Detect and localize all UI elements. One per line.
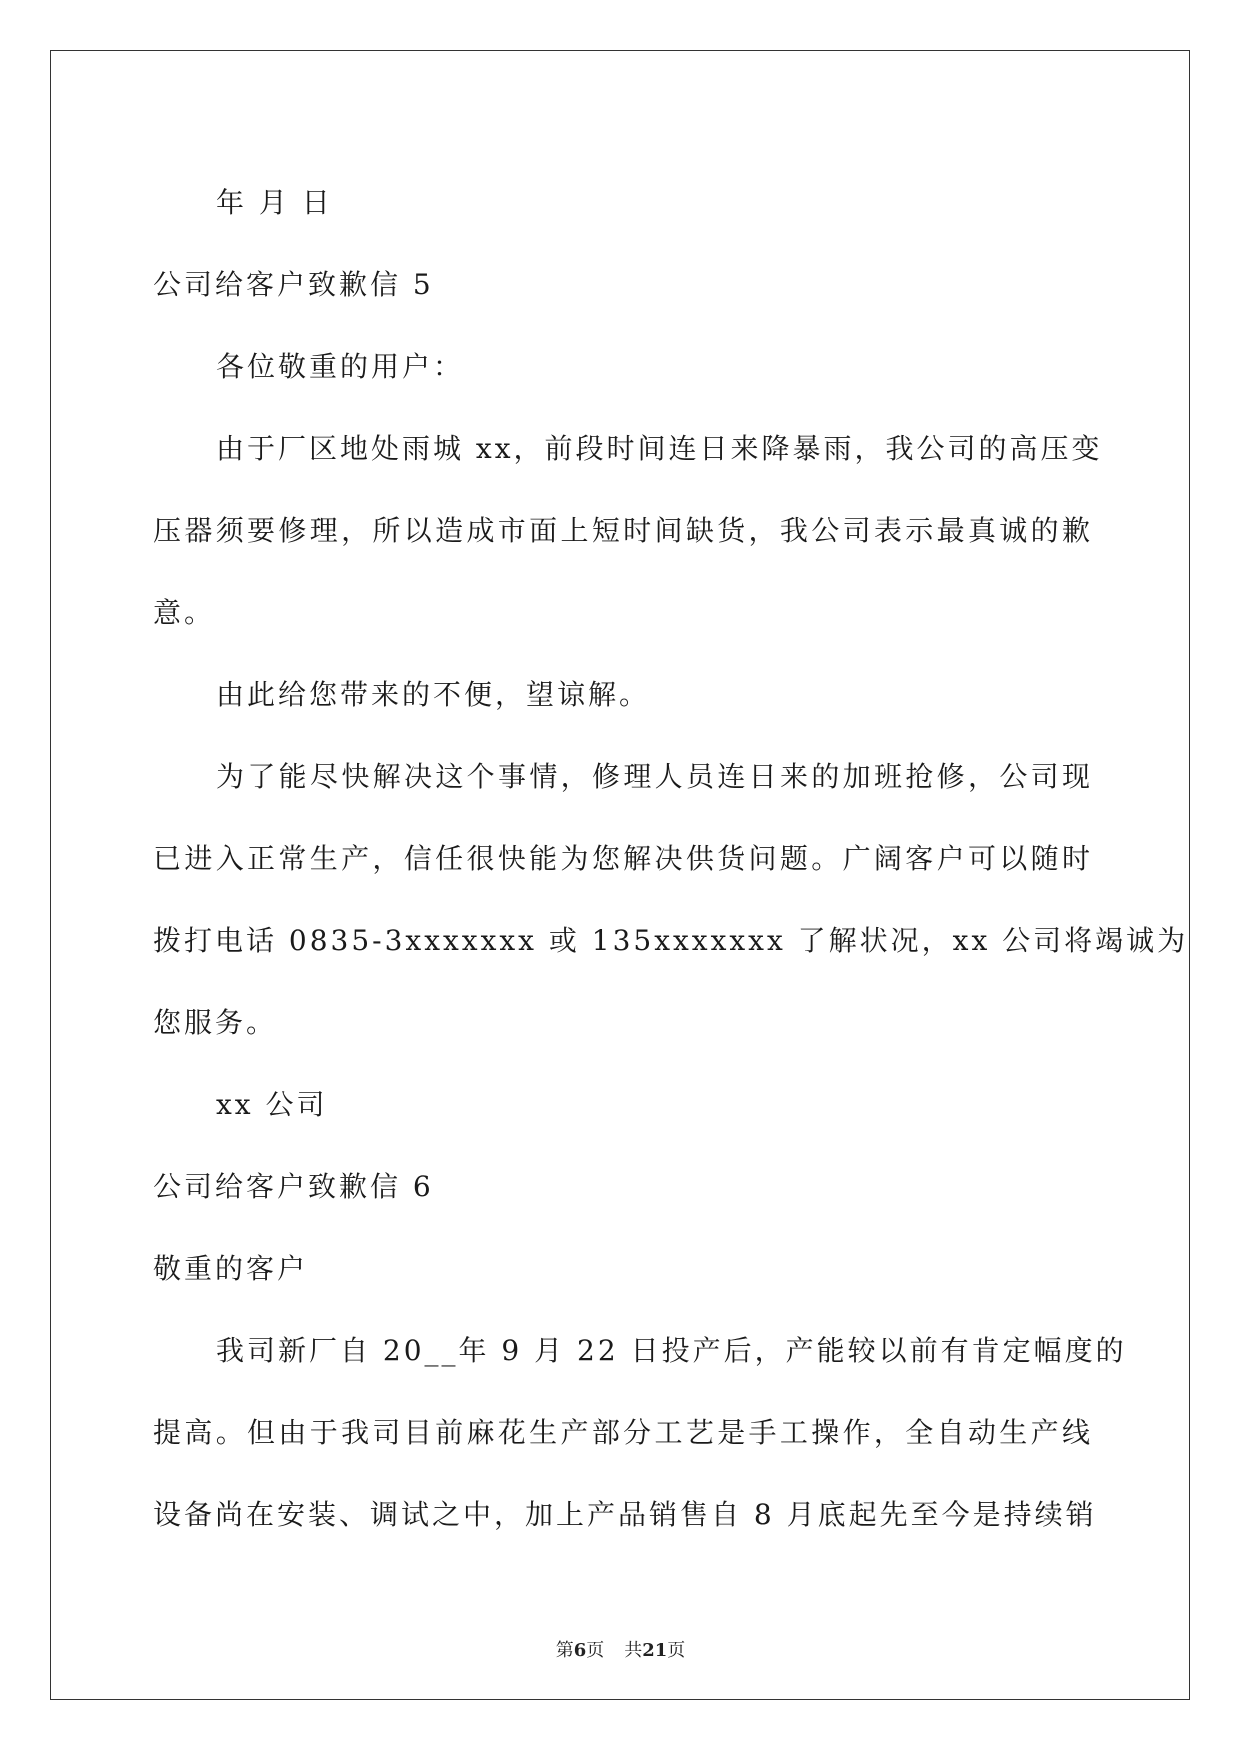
footer-page-number: 6 (573, 1640, 587, 1661)
date-line: 年 月 日 (216, 186, 333, 219)
paragraph-line: 我司新厂自 20__年 9 月 22 日投产后，产能较以前有肯定幅度的 (216, 1334, 1127, 1367)
paragraph-line: 为了能尽快解决这个事情，修理人员连日来的加班抢修，公司现 (216, 760, 1093, 793)
letter-5-signature: xx 公司 (216, 1088, 328, 1121)
letter-6-title: 公司给客户致歉信 6 (153, 1170, 434, 1203)
footer-total-pages: 21 (642, 1640, 668, 1661)
letter-5-salutation: 各位敬重的用户： (216, 350, 465, 383)
letter-5-title: 公司给客户致歉信 5 (153, 268, 434, 301)
paragraph-line: 提高。但由于我司目前麻花生产部分工艺是手工操作，全自动生产线 (153, 1416, 1093, 1449)
footer-page-suffix: 页 (586, 1640, 605, 1661)
paragraph-line: 已进入正常生产，信任很快能为您解决供货问题。广阔客户可以随时 (153, 842, 1093, 875)
footer-total-prefix: 共 (624, 1640, 643, 1661)
page-footer (0, 1636, 1241, 1662)
paragraph-line: 压器须要修理，所以造成市面上短时间缺货，我公司表示最真诚的歉 (153, 514, 1093, 547)
footer-total-suffix: 页 (667, 1640, 686, 1661)
letter-6-salutation: 敬重的客户 (153, 1252, 309, 1285)
paragraph-line: 由于厂区地处雨城 xx，前段时间连日来降暴雨，我公司的高压变 (216, 432, 1103, 465)
paragraph-line: 由此给您带来的不便，望谅解。 (216, 678, 651, 711)
paragraph-line: 拨打电话 0835-3xxxxxxx 或 135xxxxxxx 了解状况，xx 公司将竭诚为 (153, 924, 1189, 957)
paragraph-line: 意。 (153, 596, 216, 629)
document-body (153, 162, 1189, 1556)
paragraph-line: 您服务。 (153, 1006, 278, 1039)
paragraph-line: 设备尚在安装、调试之中，加上产品销售自 8 月底起先至今是持续销 (153, 1498, 1097, 1531)
footer-prefix: 第 (555, 1640, 574, 1661)
